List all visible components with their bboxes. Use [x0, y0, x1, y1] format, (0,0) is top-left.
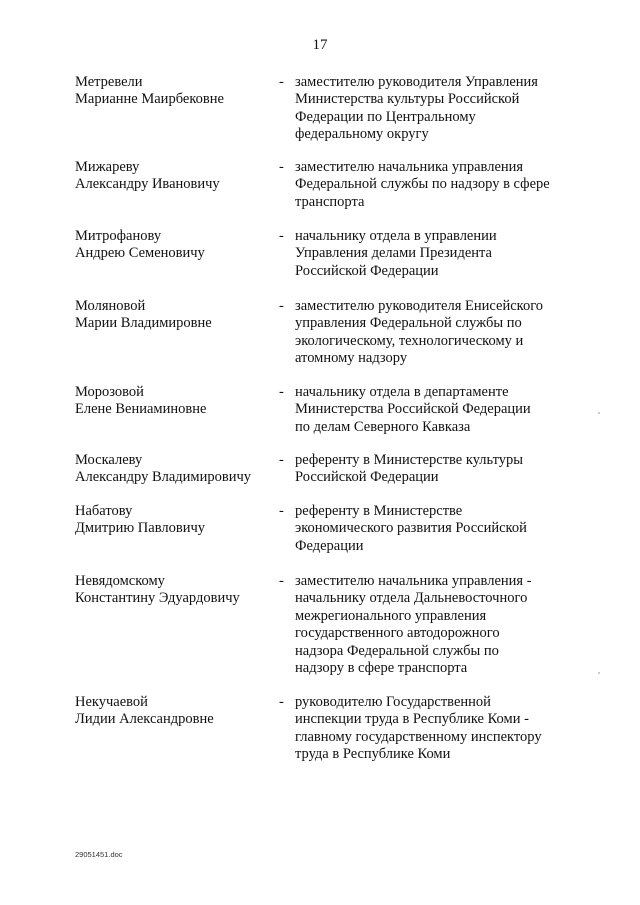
person-name — [75, 298, 275, 333]
position-line: инспекции труда в Республике Коми - — [295, 711, 529, 728]
position-title — [295, 74, 570, 144]
position-line: труда в Республике Коми — [295, 746, 451, 763]
position-line: начальнику отдела в управлении — [295, 228, 497, 244]
surname: Невядомскому — [75, 573, 165, 589]
position-title — [295, 503, 570, 555]
surname: Москалеву — [75, 452, 143, 468]
position-line: надзора Федеральной службы по — [295, 642, 499, 659]
position-line: атомному надзору — [295, 350, 408, 367]
position-line: управления Федеральной службы по — [295, 315, 522, 332]
position-line: Управления делами Президента — [295, 245, 492, 262]
given-names: Лидии Александровне — [75, 711, 214, 728]
position-title — [295, 384, 570, 436]
position-line: начальнику отдела Дальневосточного — [295, 590, 528, 607]
position-line: начальнику отдела в департаменте — [295, 384, 509, 400]
surname: Митрофанову — [75, 228, 162, 244]
dash-separator: - — [279, 74, 284, 90]
given-names: Елене Вениаминовне — [75, 401, 207, 418]
person-name — [75, 159, 275, 194]
given-names: Дмитрию Павловичу — [75, 520, 206, 537]
position-line: референту в Министерстве — [295, 503, 463, 519]
position-line: государственного автодорожного — [295, 625, 500, 642]
position-line: межрегионального управления — [295, 607, 487, 624]
given-names: Марианне Маирбековне — [75, 91, 224, 108]
surname: Морозовой — [75, 384, 144, 400]
dash-separator: - — [279, 384, 284, 400]
position-line: Федерации — [295, 537, 364, 554]
position-title — [295, 694, 570, 764]
person-name — [75, 228, 275, 263]
dash-separator: - — [279, 694, 284, 710]
position-line: экологическому, технологическому и — [295, 332, 524, 349]
given-names: Андрею Семеновичу — [75, 245, 205, 262]
position-title — [295, 228, 570, 280]
scan-speck — [598, 672, 600, 674]
position-line: заместителю руководителя Управления — [295, 74, 538, 90]
dash-separator: - — [279, 159, 284, 175]
position-line: руководителю Государственной — [295, 694, 491, 710]
surname: Некучаевой — [75, 694, 148, 710]
surname: Набатову — [75, 503, 133, 519]
scan-speck — [598, 412, 600, 414]
dash-separator: - — [279, 573, 284, 589]
position-line: по делам Северного Кавказа — [295, 418, 471, 435]
person-name — [75, 384, 275, 419]
position-line: заместителю начальника управления - — [295, 573, 532, 589]
surname: Моляновой — [75, 298, 146, 314]
position-title — [295, 298, 570, 368]
position-title — [295, 159, 570, 211]
position-line: заместителю руководителя Енисейского — [295, 298, 544, 314]
person-name — [75, 452, 275, 487]
position-line: федеральному округу — [295, 126, 429, 143]
position-line: Министерства культуры Российской — [295, 91, 520, 108]
document-filename: 29051451.doc — [75, 850, 123, 859]
dash-separator: - — [279, 452, 284, 468]
position-line: Федерации по Центральному — [295, 108, 476, 125]
position-line: заместителю начальника управления — [295, 159, 524, 175]
position-line: Российской Федерации — [295, 262, 439, 279]
given-names: Константину Эдуардовичу — [75, 590, 240, 607]
surname: Мижареву — [75, 159, 140, 175]
position-line: Федеральной службы по надзору в сфере — [295, 176, 550, 193]
position-line: Российской Федерации — [295, 469, 439, 486]
person-name — [75, 74, 275, 109]
person-name — [75, 694, 275, 729]
surname: Метревели — [75, 74, 143, 90]
position-line: надзору в сфере транспорта — [295, 660, 468, 677]
position-line: главному государственному инспектору — [295, 728, 542, 745]
dash-separator: - — [279, 298, 284, 314]
position-line: экономического развития Российской — [295, 520, 527, 537]
given-names: Марии Владимировне — [75, 315, 212, 332]
position-title — [295, 573, 570, 677]
page-number: 17 — [312, 37, 328, 53]
given-names: Александру Владимировичу — [75, 469, 252, 486]
position-line: Министерства Российской Федерации — [295, 401, 531, 418]
position-line: референту в Министерстве культуры — [295, 452, 523, 468]
person-name — [75, 503, 275, 538]
position-line: транспорта — [295, 193, 365, 210]
person-name — [75, 573, 275, 608]
position-title — [295, 452, 570, 487]
dash-separator: - — [279, 228, 284, 244]
given-names: Александру Ивановичу — [75, 176, 220, 193]
dash-separator: - — [279, 503, 284, 519]
